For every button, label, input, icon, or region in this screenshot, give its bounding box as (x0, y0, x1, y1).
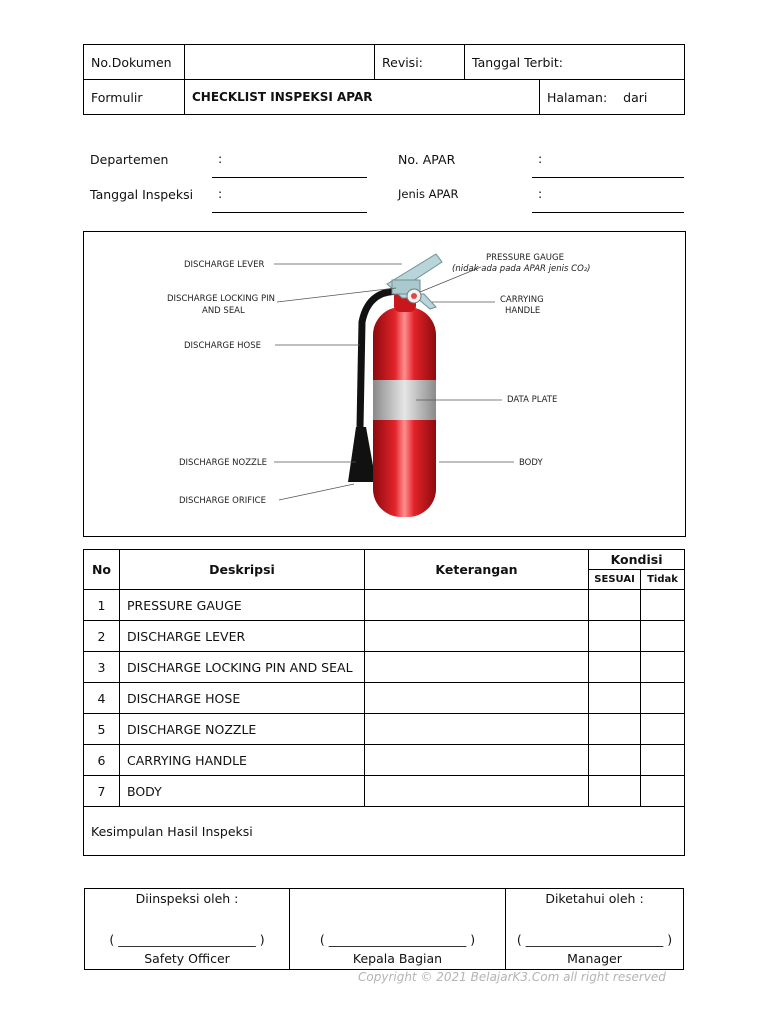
row-keterangan-cell[interactable] (364, 590, 588, 621)
no-dokumen-label: No.Dokumen (84, 45, 185, 80)
diketahui-label: Diketahui oleh : (545, 891, 644, 906)
departemen-field-line[interactable] (212, 177, 367, 178)
row-sesuai-cell[interactable] (589, 683, 641, 714)
row-keterangan-cell[interactable] (364, 776, 588, 807)
row-tidak-cell[interactable] (641, 590, 685, 621)
row-sesuai-cell[interactable] (589, 776, 641, 807)
kesimpulan-cell[interactable]: Kesimpulan Hasil Inspeksi (84, 807, 685, 856)
signature-line: ( ______________________ ) (319, 932, 476, 947)
formulir-value: CHECKLIST INSPEKSI APAR (185, 80, 540, 115)
tanggal-inspeksi-colon: : (218, 186, 223, 201)
row-tidak-cell[interactable] (641, 714, 685, 745)
label-locking-pin-1: DISCHARGE LOCKING PIN (167, 294, 275, 304)
label-data-plate: DATA PLATE (507, 395, 558, 405)
label-body: BODY (519, 458, 543, 468)
jenis-apar-field-line[interactable] (532, 212, 684, 213)
row-keterangan-cell[interactable] (364, 621, 588, 652)
col-keterangan-header: Keterangan (364, 550, 588, 590)
no-apar-field-line[interactable] (532, 177, 684, 178)
row-keterangan-cell[interactable] (364, 683, 588, 714)
table-row (84, 714, 685, 745)
table-row (84, 683, 685, 714)
col-kondisi-header: Kondisi (589, 550, 685, 570)
signature-manager[interactable] (506, 889, 684, 970)
row-tidak-cell[interactable] (641, 683, 685, 714)
row-number: 1 (84, 590, 120, 621)
label-carrying-handle-1: CARRYING (500, 295, 544, 305)
table-row (84, 652, 685, 683)
role-safety-officer: Safety Officer (144, 951, 230, 966)
row-tidak-cell[interactable] (641, 776, 685, 807)
table-row (84, 621, 685, 652)
checklist-table (83, 549, 685, 856)
col-deskripsi-header: Deskripsi (119, 550, 364, 590)
halaman-label: Halaman: (547, 89, 608, 105)
tanggal-inspeksi-label: Tanggal Inspeksi (90, 187, 194, 202)
no-apar-colon: : (538, 151, 543, 166)
diinspeksi-label: Diinspeksi oleh : (135, 891, 239, 906)
row-number: 3 (84, 652, 120, 683)
label-discharge-lever: DISCHARGE LEVER (184, 260, 265, 270)
row-sesuai-cell[interactable] (589, 714, 641, 745)
jenis-apar-colon: : (538, 186, 543, 201)
document-header-table (83, 44, 685, 115)
signature-kepala-bagian[interactable] (290, 889, 506, 970)
label-discharge-hose: DISCHARGE HOSE (184, 341, 262, 351)
label-locking-pin-2: AND SEAL (202, 306, 245, 316)
row-tidak-cell[interactable] (641, 652, 685, 683)
halaman-cell (540, 80, 685, 115)
row-tidak-cell[interactable] (641, 621, 685, 652)
jenis-apar-label: Jenis APAR (398, 187, 459, 201)
row-tidak-cell[interactable] (641, 745, 685, 776)
role-kepala-bagian: Kepala Bagian (352, 951, 443, 966)
role-manager: Manager (567, 951, 622, 966)
signature-table (84, 888, 684, 970)
col-tidak-header: Tidak (641, 570, 685, 590)
tanggal-terbit-label: Tanggal Terbit: (465, 45, 685, 80)
label-discharge-nozzle: DISCHARGE NOZZLE (179, 458, 267, 468)
signature-inspector[interactable] (85, 889, 290, 970)
departemen-colon: : (218, 151, 223, 166)
apar-illustration (84, 232, 685, 536)
no-apar-label: No. APAR (398, 152, 456, 167)
row-sesuai-cell[interactable] (589, 652, 641, 683)
table-row (84, 776, 685, 807)
dari-label: dari (623, 89, 648, 105)
apar-diagram (83, 231, 686, 537)
no-dokumen-value (185, 45, 375, 80)
label-pressure-gauge-note: (nidak ada pada APAR jenis CO₂) (452, 264, 591, 274)
row-number: 7 (84, 776, 120, 807)
row-description: DISCHARGE HOSE (119, 683, 364, 714)
signature-line: ( ______________________ ) (516, 932, 673, 947)
signature-line: ( ______________________ ) (109, 932, 265, 947)
row-number: 6 (84, 745, 120, 776)
label-pressure-gauge: PRESSURE GAUGE (486, 253, 564, 263)
row-sesuai-cell[interactable] (589, 590, 641, 621)
row-number: 4 (84, 683, 120, 714)
copyright-text: Copyright © 2021 BelajarK3.Com all right reserved (358, 970, 666, 984)
nozzle-shape (348, 427, 376, 482)
revisi-label: Revisi: (375, 45, 465, 80)
row-description: DISCHARGE LOCKING PIN AND SEAL (119, 652, 364, 683)
row-description: CARRYING HANDLE (119, 745, 364, 776)
row-keterangan-cell[interactable] (364, 652, 588, 683)
tanggal-inspeksi-field-line[interactable] (212, 212, 367, 213)
row-keterangan-cell[interactable] (364, 745, 588, 776)
row-description: DISCHARGE NOZZLE (119, 714, 364, 745)
col-sesuai-header: SESUAI (589, 570, 641, 590)
row-number: 5 (84, 714, 120, 745)
departemen-label: Departemen (90, 152, 169, 167)
row-keterangan-cell[interactable] (364, 714, 588, 745)
row-description: PRESSURE GAUGE (119, 590, 364, 621)
table-row (84, 745, 685, 776)
row-number: 2 (84, 621, 120, 652)
row-sesuai-cell[interactable] (589, 621, 641, 652)
table-row (84, 590, 685, 621)
label-carrying-handle-2: HANDLE (505, 306, 541, 316)
col-no-header: No (84, 550, 120, 590)
formulir-label: Formulir (84, 80, 185, 115)
label-discharge-orifice: DISCHARGE ORIFICE (179, 496, 266, 506)
row-description: DISCHARGE LEVER (119, 621, 364, 652)
row-sesuai-cell[interactable] (589, 745, 641, 776)
row-description: BODY (119, 776, 364, 807)
